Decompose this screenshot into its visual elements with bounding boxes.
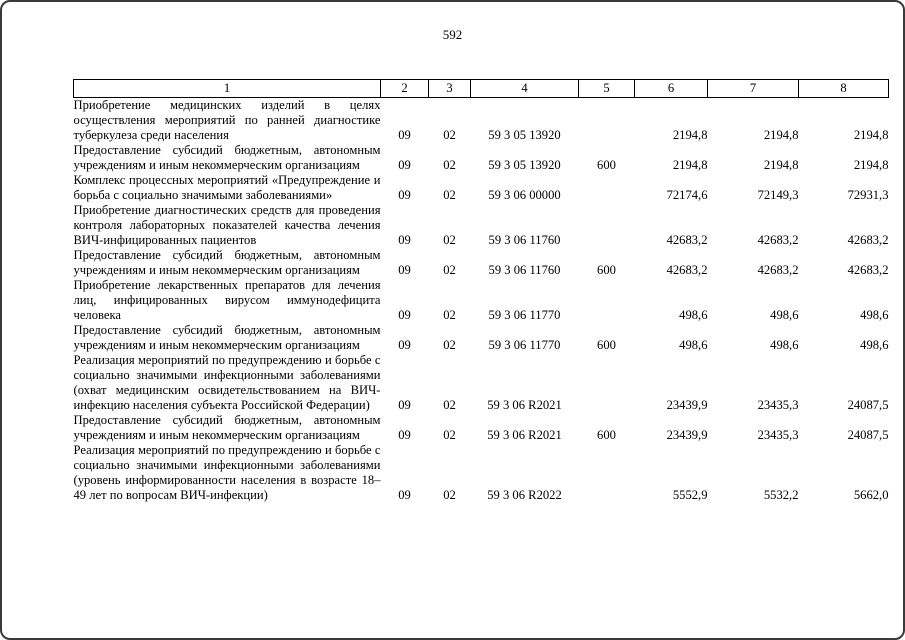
row-value-cell-col4: 59 3 05 13920 <box>488 128 561 142</box>
row-value-cell-col6: 498,6 <box>679 308 708 322</box>
row-value-cell-col5: 600 <box>597 428 616 442</box>
row-value-cell-col8: 24087,5 <box>847 428 889 442</box>
row-value-cell-col8: 2194,8 <box>853 128 889 142</box>
row-description-cell: Предоставление субсидий бюджетным, автономным учреждениям и иным некоммерческим организациям <box>73 143 381 172</box>
row-value-cell-col5 <box>579 203 635 248</box>
table-row <box>74 248 889 278</box>
row-value-cell-col6: 2194,8 <box>672 128 708 142</box>
row-value-cell-col5 <box>579 173 635 203</box>
row-value-cell-col3: 02 <box>443 263 456 277</box>
row-description-cell: Реализация мероприятий по предупреждению и борьбе с социально значимыми инфекционными заболеваниями (охват медицинским освидетельствованием на ВИЧ-инфекцию населения субъекта Российской Федерации) <box>73 353 381 412</box>
row-value-cell-col4: 59 3 06 R2021 <box>487 398 562 412</box>
row-value-cell-col8: 5662,0 <box>853 488 889 502</box>
column-header-5: 5 <box>579 80 635 98</box>
row-value-cell-col6: 42683,2 <box>666 233 708 247</box>
row-value-cell-col6: 72174,6 <box>666 188 708 202</box>
table-row <box>74 143 889 173</box>
table-header-row <box>74 80 889 98</box>
row-description-cell: Реализация мероприятий по предупреждению и борьбе с социально значимыми инфекционными заболеваниями (уровень информированности населения в возрасте 18–49 лет по вопросам ВИЧ-инфекции) <box>73 443 381 502</box>
row-value-cell-col8: 498,6 <box>860 338 889 352</box>
row-value-cell-col4: 59 3 06 11760 <box>488 233 561 247</box>
row-description-cell: Приобретение медицинских изделий в целях осуществления мероприятий по ранней диагностике туберкулеза среди населения <box>73 98 381 142</box>
row-value-cell-col6: 23439,9 <box>666 398 708 412</box>
row-value-cell-col8: 42683,2 <box>847 233 889 247</box>
row-value-cell-col8: 498,6 <box>860 308 889 322</box>
row-value-cell-col2: 09 <box>398 398 411 412</box>
row-value-cell-col3: 02 <box>443 428 456 442</box>
row-value-cell-col4: 59 3 06 00000 <box>488 188 561 202</box>
row-value-cell-col3: 02 <box>443 128 456 142</box>
column-header-8: 8 <box>799 80 889 98</box>
table-body <box>74 98 889 504</box>
row-value-cell-col5 <box>579 278 635 323</box>
page-number: 592 <box>442 27 463 42</box>
row-value-cell-col5 <box>579 443 635 503</box>
row-value-cell-col6: 23439,9 <box>666 428 708 442</box>
table-row <box>74 353 889 413</box>
row-value-cell-col5: 600 <box>597 338 616 352</box>
row-value-cell-col8: 24087,5 <box>847 398 889 412</box>
column-header-2: 2 <box>381 80 429 98</box>
row-description-cell: Предоставление субсидий бюджетным, автономным учреждениям и иным некоммерческим организациям <box>73 248 381 277</box>
row-value-cell-col4: 59 3 06 11770 <box>488 338 561 352</box>
table-row <box>74 173 889 203</box>
row-value-cell-col2: 09 <box>398 188 411 202</box>
table-row <box>74 203 889 248</box>
row-description-cell: Приобретение лекарственных препаратов для лечения лиц, инфицированных вирусом иммунодефицита человека <box>73 278 381 322</box>
row-value-cell-col6: 2194,8 <box>672 158 708 172</box>
row-value-cell-col4: 59 3 05 13920 <box>488 158 561 172</box>
table-row <box>74 413 889 443</box>
row-value-cell-col2: 09 <box>398 428 411 442</box>
row-value-cell-col4: 59 3 06 11770 <box>488 308 561 322</box>
row-value-cell-col3: 02 <box>443 398 456 412</box>
row-description-cell: Комплекс процессных мероприятий «Предупреждение и борьба с социально значимыми заболеваниями» <box>73 173 381 202</box>
row-value-cell-col3: 02 <box>443 158 456 172</box>
row-value-cell-col3: 02 <box>443 233 456 247</box>
table-row <box>74 278 889 323</box>
row-value-cell-col4: 59 3 06 11760 <box>488 263 561 277</box>
row-value-cell-col8: 72931,3 <box>847 188 889 202</box>
row-value-cell-col6: 498,6 <box>679 338 708 352</box>
row-value-cell-col8: 2194,8 <box>853 158 889 172</box>
row-value-cell-col2: 09 <box>398 338 411 352</box>
row-value-cell-col7: 42683,2 <box>757 233 799 247</box>
row-value-cell-col2: 09 <box>398 233 411 247</box>
row-value-cell-col2: 09 <box>398 158 411 172</box>
row-value-cell-col5 <box>579 353 635 413</box>
row-value-cell-col7: 2194,8 <box>763 128 799 142</box>
budget-table <box>73 79 889 503</box>
row-value-cell-col6: 42683,2 <box>666 263 708 277</box>
row-value-cell-col2: 09 <box>398 128 411 142</box>
column-header-4: 4 <box>471 80 579 98</box>
row-value-cell-col7: 23435,3 <box>757 428 799 442</box>
row-value-cell-col7: 72149,3 <box>757 188 799 202</box>
row-value-cell-col2: 09 <box>398 488 411 502</box>
column-header-3: 3 <box>429 80 471 98</box>
row-value-cell-col7: 2194,8 <box>763 158 799 172</box>
column-header-7: 7 <box>708 80 799 98</box>
row-description-cell: Предоставление субсидий бюджетным, автономным учреждениям и иным некоммерческим организациям <box>73 323 381 352</box>
table-row <box>74 443 889 503</box>
row-value-cell-col2: 09 <box>398 308 411 322</box>
row-value-cell-col7: 42683,2 <box>757 263 799 277</box>
row-value-cell-col7: 498,6 <box>770 338 799 352</box>
row-value-cell-col2: 09 <box>398 263 411 277</box>
column-header-6: 6 <box>635 80 708 98</box>
row-description-cell: Приобретение диагностических средств для проведения контроля лабораторных показателей качества лечения ВИЧ-инфицированных пациентов <box>73 203 381 247</box>
row-value-cell-col7: 5532,2 <box>763 488 799 502</box>
row-value-cell-col5: 600 <box>597 263 616 277</box>
row-value-cell-col8: 42683,2 <box>847 263 889 277</box>
row-value-cell-col3: 02 <box>443 488 456 502</box>
row-value-cell-col5: 600 <box>597 158 616 172</box>
row-value-cell-col4: 59 3 06 R2022 <box>487 488 562 502</box>
row-value-cell-col3: 02 <box>443 188 456 202</box>
row-value-cell-col7: 23435,3 <box>757 398 799 412</box>
row-value-cell-col3: 02 <box>443 308 456 322</box>
column-header-1: 1 <box>74 80 381 98</box>
row-description-cell: Предоставление субсидий бюджетным, автономным учреждениям и иным некоммерческим организациям <box>73 413 381 442</box>
table-header <box>74 80 889 98</box>
row-value-cell-col6: 5552,9 <box>672 488 708 502</box>
row-value-cell-col4: 59 3 06 R2021 <box>487 428 562 442</box>
row-value-cell-col5 <box>579 98 635 144</box>
row-value-cell-col7: 498,6 <box>770 308 799 322</box>
table-row <box>74 98 889 144</box>
table-row <box>74 323 889 353</box>
row-value-cell-col3: 02 <box>443 338 456 352</box>
